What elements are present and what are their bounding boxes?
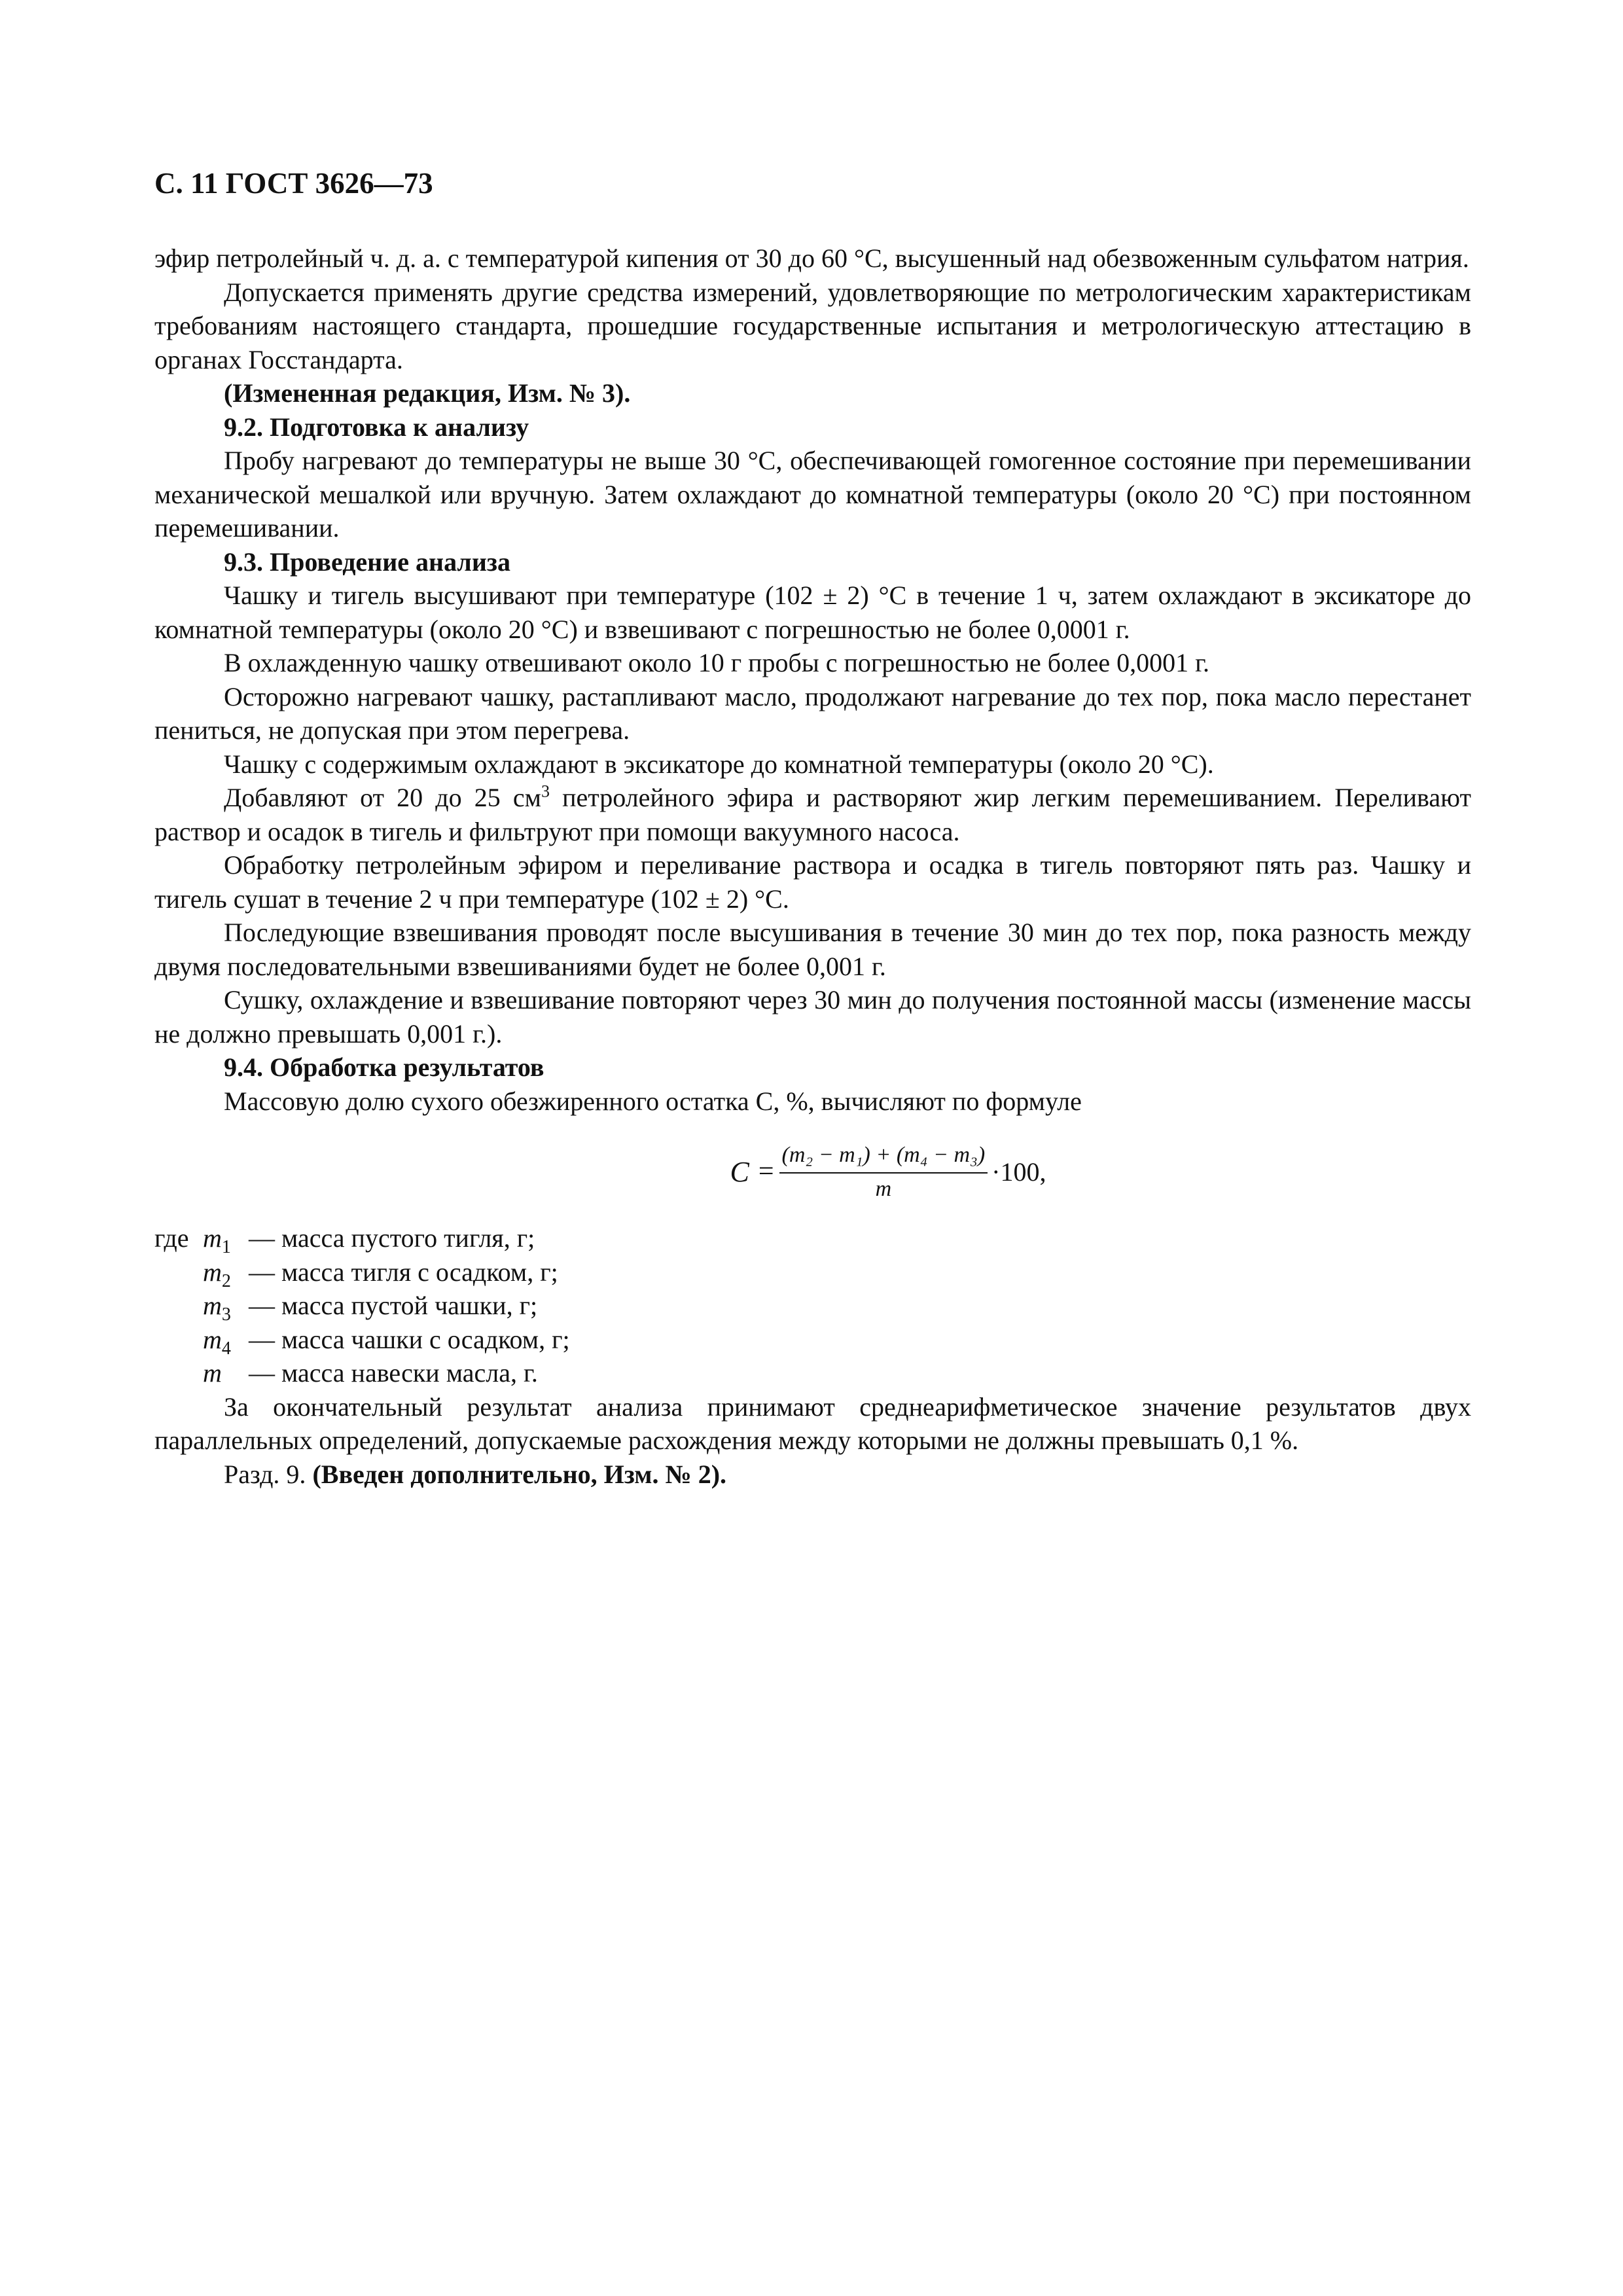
paragraph: Осторожно нагревают чашку, растапливают масло, продолжают нагревание до тех пор, пока масло перестанет пениться, не допуская при этом перегрева. <box>154 681 1471 745</box>
formula <box>154 1123 1471 1221</box>
document-body <box>154 242 1471 1491</box>
paragraph: Чашку и тигель высушивают при температуре (102 ± 2) °С в течение 1 ч, затем охлаждают в эксикаторе до комнатной температуры (около 20 °С) и взвешивают с погрешностью не более 0,0001 г. <box>154 581 1471 644</box>
amendment-note: (Введен дополнительно, Изм. № 2). <box>312 1459 727 1489</box>
variable-list <box>154 1221 1471 1390</box>
variable-row <box>154 1255 1471 1289</box>
paragraph-text: Добавляют от 20 до 25 см <box>224 783 541 812</box>
paragraph-text: Разд. 9. <box>224 1459 313 1489</box>
variable-symbol <box>203 1221 249 1255</box>
paragraph: Чашку с содержимым охлаждают в эксикаторе до комнатной температуры (около 20 °С). <box>224 749 1214 779</box>
formula-equals: = <box>758 1157 774 1187</box>
paragraph: Массовую долю сухого обезжиренного остатка С, %, вычисляют по формуле <box>224 1086 1082 1116</box>
variable-symbol <box>203 1289 249 1323</box>
formula-fraction <box>779 1142 988 1202</box>
paragraph <box>154 781 1471 848</box>
paragraph: За окончательный результат анализа принимают среднеарифметическое значение результатов двух параллельных определений, допускаемые расхождения между которыми не должны превышать 0,1 %. <box>154 1391 1471 1455</box>
formula-lhs: C <box>730 1156 749 1189</box>
page-header: С. 11 ГОСТ 3626—73 <box>154 167 433 200</box>
formula-numerator: (m₂ − m₁) + (m₄ − m₃) <box>779 1142 988 1174</box>
section-heading-9-4: 9.4. Обработка результатов <box>224 1052 544 1082</box>
variable-row <box>154 1289 1471 1323</box>
variable-row <box>154 1221 1471 1255</box>
paragraph: Последующие взвешивания проводят после высушивания в течение 30 мин до тех пор, пока разность между двумя последовательными взвешиваниями будет не более 0,001 г. <box>154 918 1471 981</box>
amendment-note: (Измененная редакция, Изм. № 3). <box>224 378 631 408</box>
variable-symbol <box>203 1323 249 1357</box>
formula-denominator: m <box>875 1177 892 1201</box>
section-heading-9-2: 9.2. Подготовка к анализу <box>224 412 529 442</box>
paragraph <box>154 1458 1471 1492</box>
paragraph: Допускается применять другие средства измерений, удовлетворяющие по метрологическим характеристикам требованиям настоящего стандарта, прошедшие государственные испытания и метрологическую аттестацию в органах Госстандарта. <box>154 277 1471 374</box>
symbol-subscript: 1 <box>221 1237 231 1257</box>
paragraph: эфир петролейный ч. д. а. с температурой кипения от 30 до 60 °С, высушенный над обезвоженным сульфатом натрия. <box>154 243 1469 273</box>
formula-multiplier: ·100, <box>991 1157 1046 1187</box>
variable-symbol <box>203 1255 249 1289</box>
section-heading-9-3: 9.3. Проведение анализа <box>224 547 510 577</box>
symbol-letter: m <box>203 1324 222 1354</box>
symbol-subscript: 2 <box>221 1270 231 1291</box>
paragraph: В охлажденную чашку отвешивают около 10 г пробы с погрешностью не более 0,0001 г. <box>224 648 1209 677</box>
symbol-letter: m <box>203 1291 222 1320</box>
variable-description: — масса пустого тигля, г; <box>249 1223 535 1253</box>
paragraph-text: петролейного эфира и растворяют жир легким перемешиванием. Переливают раствор и осадок в тигель и фильтруют при помощи вакуумного насоса. <box>154 783 1471 846</box>
variable-row <box>154 1323 1471 1357</box>
paragraph: Обработку петролейным эфиром и переливание раствора и осадка в тигель повторяют пять раз. Чашку и тигель сушат в течение 2 ч при температуре (102 ± 2) °С. <box>154 850 1471 914</box>
superscript: 3 <box>541 781 550 801</box>
symbol-letter: m <box>203 1257 222 1287</box>
variable-lead: где <box>154 1223 189 1253</box>
symbol-subscript: 3 <box>221 1304 231 1325</box>
paragraph: Пробу нагревают до температуры не выше 30 °С, обеспечивающей гомогенное состояние при перемешивании механической мешалкой или вручную. Затем охлаждают до комнатной температуры (около 20 °С) при постоянном перемешивании. <box>154 446 1471 543</box>
variable-description: — масса чашки с осадком, г; <box>249 1324 570 1354</box>
variable-row <box>154 1356 1471 1390</box>
symbol-letter: m <box>203 1358 222 1388</box>
variable-description: — масса пустой чашки, г; <box>249 1291 538 1320</box>
symbol-subscript: 4 <box>221 1338 231 1359</box>
variable-symbol <box>203 1356 249 1390</box>
symbol-letter: m <box>203 1223 222 1253</box>
variable-description: — масса навески масла, г. <box>249 1358 538 1388</box>
variable-description: — масса тигля с осадком, г; <box>249 1257 558 1287</box>
paragraph: Сушку, охлаждение и взвешивание повторяют через 30 мин до получения постоянной массы (изменение массы не должно превышать 0,001 г.). <box>154 985 1471 1049</box>
